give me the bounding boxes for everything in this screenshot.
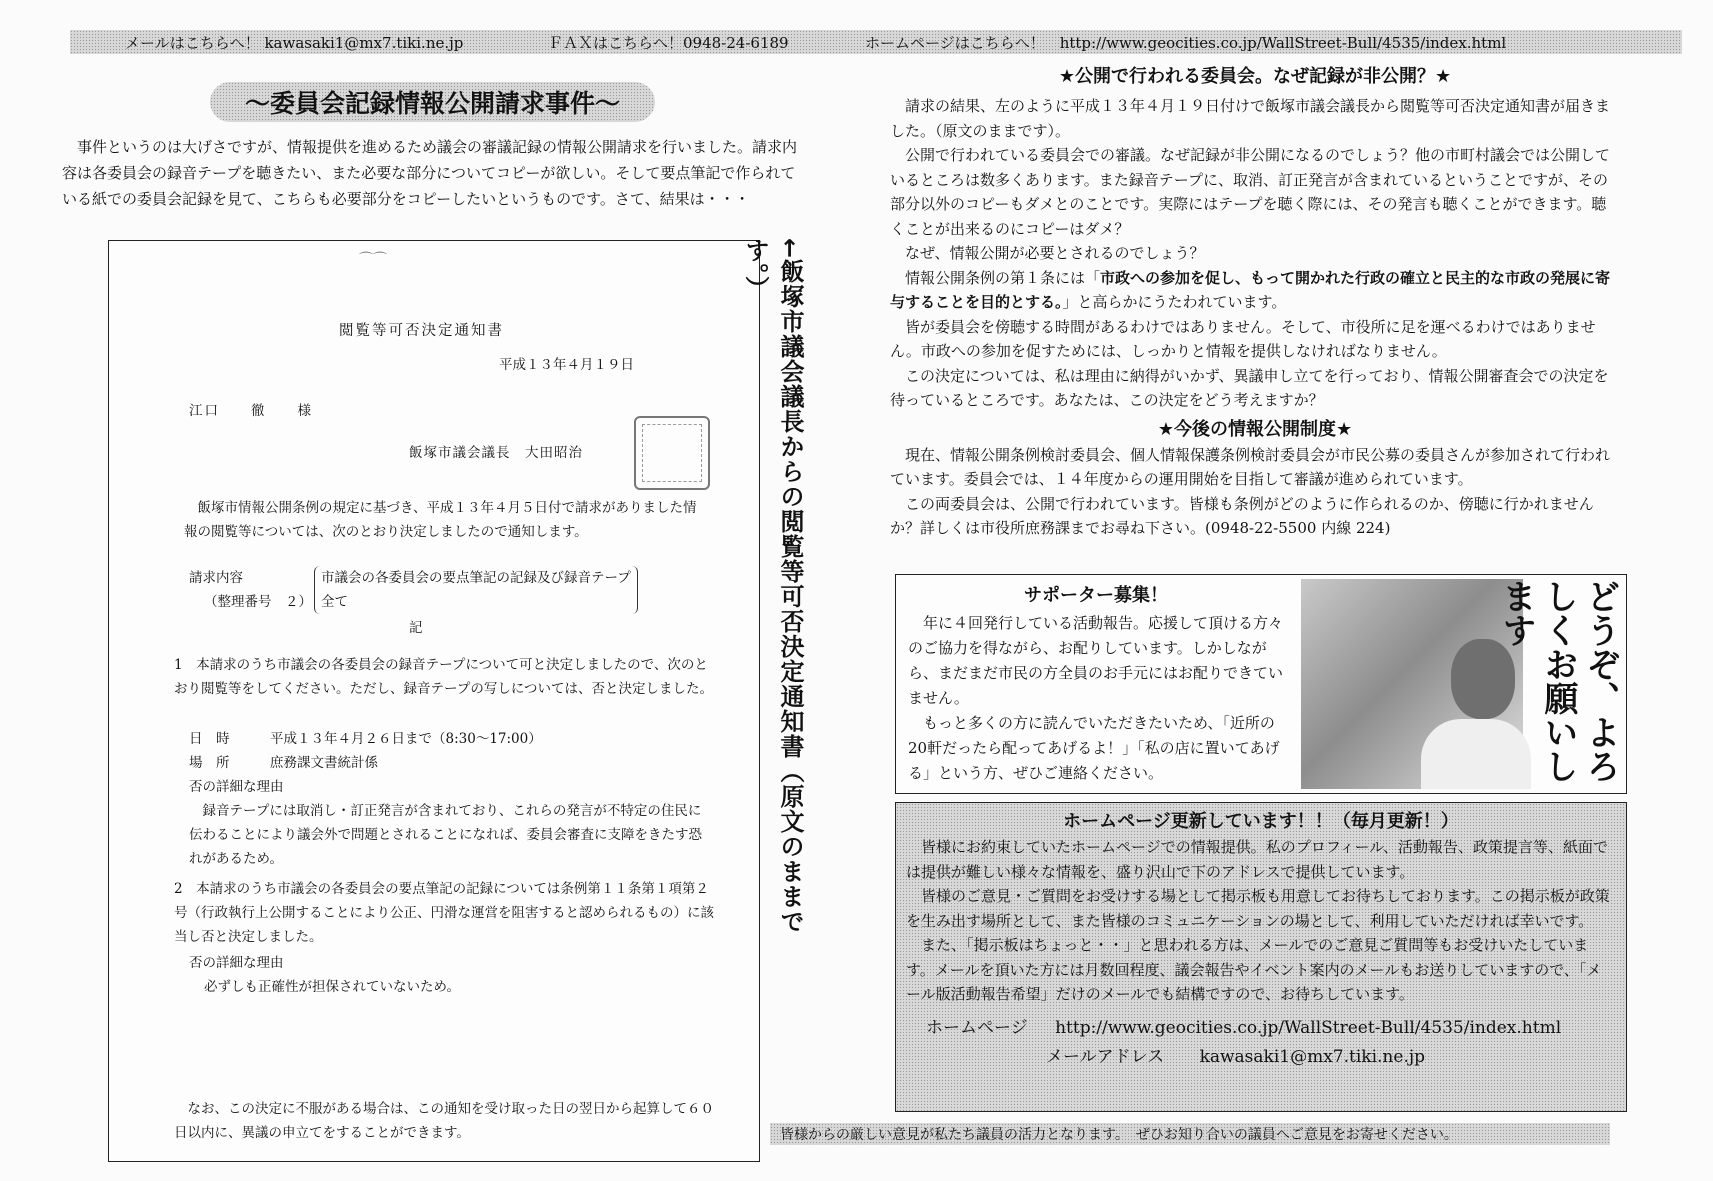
- notice-date: 平成１３年４月１９日: [499, 357, 634, 373]
- request-number: （整理番号 ２）: [204, 594, 312, 610]
- request-label: 請求内容: [189, 570, 243, 586]
- notice-body: 飯塚市情報公開条例の規定に基づき、平成１３年４月５日付で請求がありました情報の閲覧等については、次のとおり決定しましたので通知します。: [184, 500, 697, 540]
- reason-2: 必ずしも正確性が担保されていないため。: [204, 979, 460, 995]
- mail-link[interactable]: kawasaki1@mx7.tiki.ne.jp: [1199, 1046, 1426, 1067]
- footer-message-bar: 皆様からの厳しい意見が私たち議員の活力となります。 ぜひお知り合いの議員へご意見をお寄せください。: [770, 1123, 1610, 1145]
- homepage-text: [896, 835, 1626, 1007]
- header-contact-bar: [70, 30, 1682, 54]
- right-p1: 請求の結果、左のように平成１３年４月１９日付けで飯塚市議会議長から閲覧等可否決定通知書が届きました。（原文のままです）。: [890, 97, 1611, 140]
- supporter-text: [908, 611, 1293, 786]
- notice-place: 場 所 庶務課文書統計係: [189, 755, 378, 771]
- homepage-p1: 皆様にお約束していたホームページでの情報提供。私のプロフィール、活動報告、政策提言等、紙面では提供が難しい様々な情報を、盛り沢山で下のアドレスで提供しています。: [906, 838, 1609, 881]
- homepage-p2: 皆様のご意見・ご質問をお受けする場として掲示板も用意してお待ちしております。この掲示板が政策を生み出す場所として、また皆様のコミュニケーションの場として、利用していただければ幸いです。: [906, 887, 1610, 930]
- request-content: 市議会の各委員会の要点筆記の記録及び録音テープ全て: [314, 566, 638, 614]
- notice-title: 閲覧等可否決定通知書: [339, 323, 504, 339]
- supporter-heading: サポーター募集！: [1024, 585, 1168, 606]
- supporter-box: [895, 574, 1627, 794]
- notice-document: [108, 240, 760, 1162]
- reason-label-2: 否の詳細な理由: [189, 955, 284, 971]
- left-intro: [62, 134, 802, 212]
- right-p2: 公開で行われている委員会での審議。なぜ記録が非公開になるのでしょう？他の市町村議会では公開しているところは数多くあります。また録音テープに、取消、訂正発言が含まれているということですが、その部分以外のコピーもダメとのことです。実際にはテープを聴く際には、その発言も聴くことができます。聴くことが出来るのにコピーはダメ？: [890, 146, 1611, 238]
- reason-label-1: 否の詳細な理由: [189, 779, 284, 795]
- supporter-p1: 年に４回発行している活動報告。応援して頂ける方々のご協力を得ながら、お配りしています。しかしながら、まだまだ市民の方全員のお手元にはお配りできていません。: [908, 614, 1284, 707]
- homepage-box: [895, 802, 1627, 1112]
- homepage-heading: ホームページ更新しています！！（毎月更新！）: [1063, 811, 1459, 832]
- heading-public-committee: ★公開で行われる委員会。なぜ記録が非公開？★: [1058, 66, 1452, 87]
- ki-mark: 記: [409, 620, 423, 636]
- portrait-photo: [1301, 579, 1523, 789]
- heading-future-system: ★今後の情報公開制度★: [1157, 418, 1353, 440]
- homepage-url-label: ホームページ: [926, 1017, 1028, 1038]
- intro-paragraph: 事件というのは大げさですが、情報提供を進めるため議会の審議記録の情報公開請求を行いました。請求内容は各委員会の録音テープを聴きたい、また必要な部分についてコピーが欲しい。そして要点筆記で作られている紙での委員会記録を見て、こちらも必要部分をコピーしたいというものです。さて、結果は・・・: [62, 138, 798, 208]
- header-mail[interactable]: メールはこちらへ！ kawasaki1@mx7.tiki.ne.jp: [125, 33, 464, 52]
- official-seal: [634, 416, 710, 490]
- photo-face: [1451, 639, 1515, 719]
- p4-end: 」と高らかにうたわれています。: [1062, 293, 1287, 311]
- notice-item2: 2 本請求のうち市議会の各委員会の要点筆記の記録については条例第１１条第１項第２号（行政執行上公開することにより公正、円滑な運営を阻害すると認められるもの）に該当し否と決定しました。: [174, 881, 714, 945]
- right-article: [890, 60, 1620, 541]
- right-p5: 皆が委員会を傍聴する時間があるわけではありません。そして、市役所に足を運べるわけではありません。市政への参加を促すためには、しっかりと情報を提供しなければなりません。: [890, 317, 1596, 360]
- homepage-url-row: [896, 1013, 1626, 1038]
- notice-recipient: 江口 徹 様: [189, 403, 313, 419]
- thanks-vertical: どうぞ、よろしくお願いします: [1496, 579, 1620, 783]
- p4-start: 情報公開条例の第１条には「: [905, 268, 1101, 287]
- header-fax: ＦＡＸはこちらへ！0948-24-6189: [548, 33, 789, 52]
- glasses-mark: ⌒⌒: [359, 252, 387, 268]
- notice-item1: 1 本請求のうち市議会の各委員会の録音テープについて可と決定しましたので、次のとおり閲覧等をしてください。ただし、録音テープの写しについては、否と決定しました。: [174, 657, 714, 697]
- vertical-caption: ←飯塚市議会議長からの閲覧等可否決定通知書（原文のままです。）: [741, 238, 804, 935]
- photo-body: [1421, 719, 1531, 789]
- homepage-url-link[interactable]: http://www.geocities.co.jp/WallStreet-Bull/4535/index.html: [1055, 1017, 1562, 1038]
- right-p6: この決定については、私は理由に納得がいかず、異議申し立てを行っており、情報公開審査会での決定を待っているところです。あなたは、この決定をどう考えますか？: [890, 366, 1609, 409]
- p4-quote: 市政への参加を促し、もって開かれた行政の確立と民主的な市政の発展に寄与することを目的とする。: [890, 268, 1611, 311]
- right-p4: [890, 266, 1620, 315]
- mail-label: メールアドレス: [1046, 1046, 1165, 1067]
- notice-datetime: 日 時 平成１３年４月２６日まで（8:30〜17:00）: [189, 731, 542, 747]
- header-homepage[interactable]: ホームページはこちらへ！ http://www.geocities.co.jp/WallStreet-Bull/4535/index.html: [865, 33, 1507, 52]
- supporter-p2: もっと多くの方に読んでいただきたいため、「近所の20軒だったら配ってあげるよ！」「私の店に置いてあげる」という方、ぜひご連絡ください。: [908, 714, 1280, 782]
- reason-1: 録音テープには取消し・訂正発言が含まれており、これらの発言が不特定の住民に伝わることにより議会外で問題とされることになれば、委員会審査に支障をきたす恐れがあるため。: [189, 803, 702, 867]
- mail-row: [896, 1042, 1626, 1067]
- right-p8: この両委員会は、公開で行われています。皆様も条例がどのように作られるのか、傍聴に行かれませんか？詳しくは市役所庶務課までお尋ね下さい。(0948-22-5500 内線 224): [890, 494, 1594, 537]
- left-title: 〜委員会記録情報公開請求事件〜: [210, 82, 655, 122]
- homepage-p3: また、「掲示板はちょっと・・」と思われる方は、メールでのご意見ご質問等もお受けいたしています。メールを頂いた方には月数回程度、議会報告やイベント案内のメールもお送りしていますので、「メール版活動報告希望」だけのメールでも結構ですので、お待ちしています。: [906, 936, 1602, 1003]
- notice-footer: なお、この決定に不服がある場合は、この通知を受け取った日の翌日から起算して６０日以内に、異議の申立てをすることができます。: [174, 1101, 714, 1141]
- right-p7: 現在、情報公開条例検討委員会、個人情報保護条例検討委員会が市民公募の委員さんが参加されて行われています。委員会では、１４年度からの運用開始を目指して審議が進められています。: [890, 445, 1611, 488]
- right-p3: なぜ、情報公開が必要とされるのでしょう？: [905, 244, 1205, 262]
- notice-sender: 飯塚市議会議長 大田昭治: [409, 445, 583, 461]
